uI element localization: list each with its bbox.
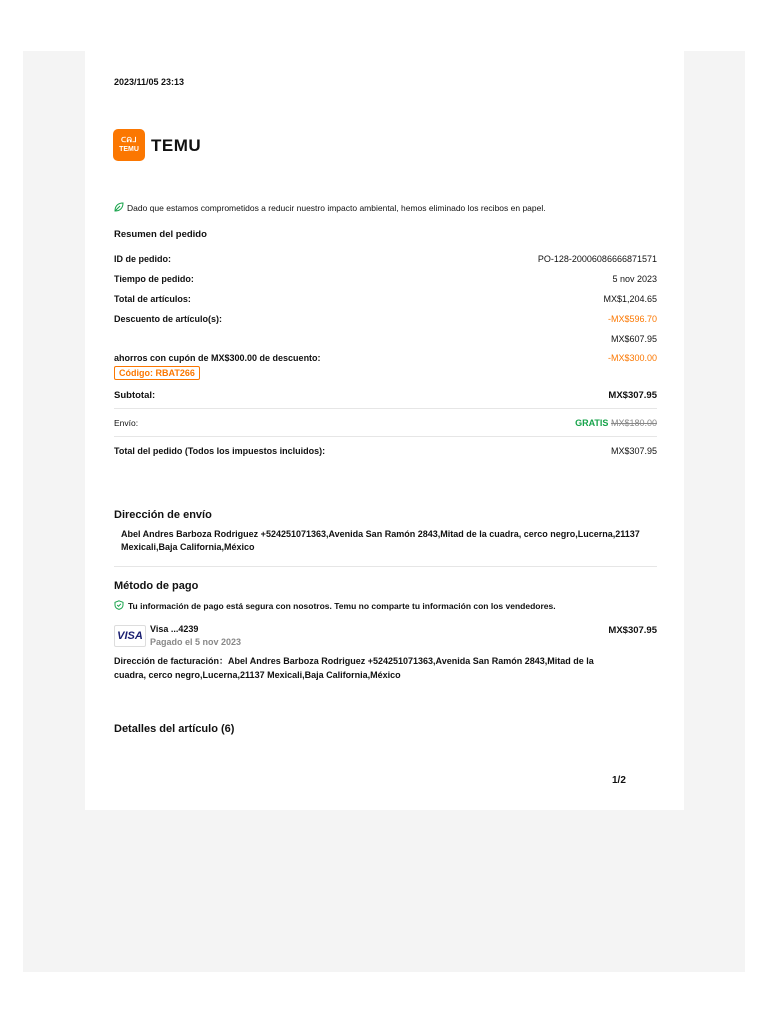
order-total-label: Total del pedido (Todos los impuestos incluidos):: [114, 446, 326, 456]
item-discount-row: [114, 314, 657, 324]
eco-notice-text: Dado que estamos comprometidos a reducir nuestro impacto ambiental, hemos eliminado los recibos en papel.: [127, 203, 546, 213]
receipt-datetime: 2023/11/05 23:13: [114, 77, 185, 87]
divider: [114, 408, 657, 409]
item-discount-label: Descuento de artículo(s):: [114, 314, 223, 324]
shipping-value: [575, 418, 657, 428]
order-id-label: ID de pedido:: [114, 254, 171, 264]
divider: [114, 436, 657, 437]
billing-address-text: Dirección de facturación：Abel Andres Barboza Rodriguez +524251071363,Avenida San Ramón 2843,Mitad de la cuadra, cerco negro,Lucerna,21137 Mexicali,Baja California,México: [114, 656, 594, 680]
shipping-address-title: Dirección de envío: [114, 509, 212, 521]
total-items-value: MX$1,204.65: [603, 294, 657, 304]
shipping-free: GRATIS: [575, 418, 609, 428]
shipping-address-text: Abel Andres Barboza Rodriguez +524251071363,Avenida San Ramón 2843,Mitad de la cuadra, cerco negro,Lucerna,21137 Mexicali,Baja California,México: [121, 529, 640, 552]
total-items-label: Total de artículos:: [114, 294, 191, 304]
payment-amount: MX$307.95: [608, 625, 657, 636]
eco-notice: [114, 202, 546, 214]
item-details-title: Detalles del artículo (6): [114, 723, 235, 735]
order-time-value: 5 nov 2023: [612, 274, 657, 284]
after-discount-value: MX$607.95: [610, 334, 657, 344]
shipping-row: [114, 418, 657, 428]
order-id-value: PO-128-20006086666871571: [537, 254, 657, 264]
page-number: 1/2: [612, 775, 626, 786]
shipping-original-price: MX$180.00: [610, 418, 657, 428]
order-total-value: MX$307.95: [610, 446, 657, 456]
coupon-savings-value: -MX$300.00: [607, 353, 657, 363]
brand-name: TEMU: [151, 136, 202, 155]
order-time-label: Tiempo de pedido:: [114, 274, 194, 284]
divider: [114, 566, 657, 567]
order-total-row: [114, 446, 657, 456]
summary-title: Resumen del pedido: [114, 229, 207, 240]
leaf-icon: [114, 202, 124, 214]
receipt-page: [85, 51, 684, 810]
subtotal-row: [114, 390, 657, 401]
subtotal-value: MX$307.95: [608, 390, 657, 401]
secure-notice-text: Tu información de pago está segura con nosotros. Temu no comparte tu información con los vendedores.: [128, 601, 556, 611]
order-time-row: [114, 274, 657, 284]
visa-card-icon: VISA: [114, 625, 146, 647]
temu-logo-icon: [113, 129, 145, 161]
after-discount-row: [114, 334, 657, 344]
coupon-savings-label: ahorros con cupón de MX$300.00 de descuento:: [114, 353, 321, 363]
card-name: Visa ...4239: [150, 624, 199, 634]
subtotal-label: Subtotal:: [114, 390, 156, 401]
logo-text-bottom: TEMU: [119, 146, 139, 153]
total-items-row: [114, 294, 657, 304]
paid-date: Pagado el 5 nov 2023: [150, 637, 242, 647]
item-discount-value: -MX$596.70: [607, 314, 657, 324]
coupon-savings-row: [114, 353, 657, 363]
order-id-row: [114, 254, 657, 264]
shipping-label: Envío:: [114, 418, 139, 428]
coupon-code-badge: Código: RBAT266: [114, 366, 200, 380]
logo-text-top: ᑕᕱᒧ: [120, 137, 138, 144]
shield-check-icon: [114, 600, 124, 612]
secure-notice: [114, 600, 556, 612]
payment-method-title: Método de pago: [114, 580, 199, 592]
